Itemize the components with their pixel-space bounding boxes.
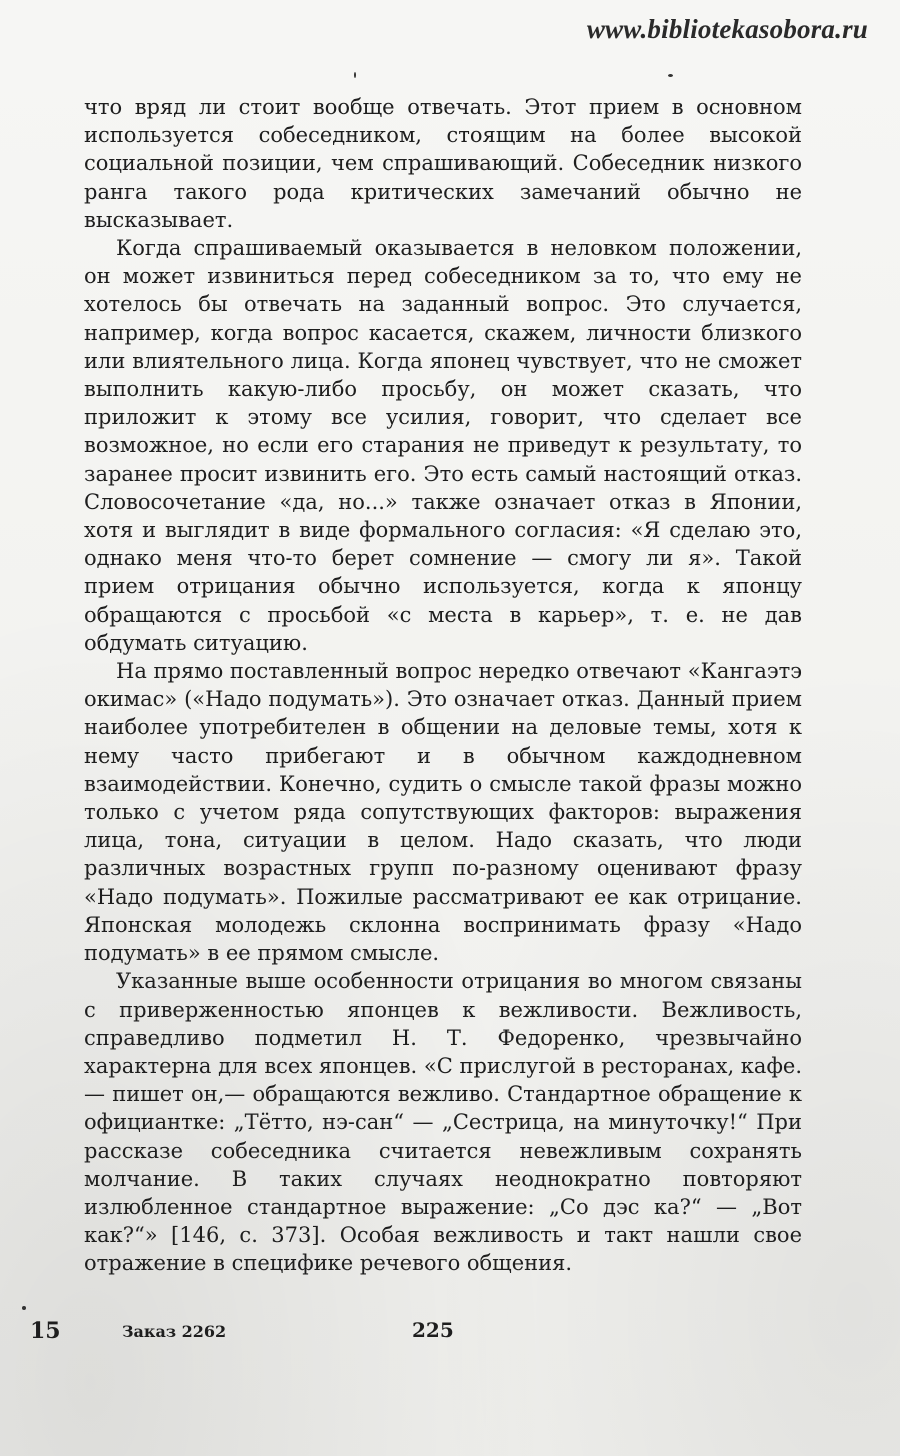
site-watermark: www.bibliotekasobora.ru [586, 14, 868, 44]
scan-speck [22, 1306, 26, 1310]
scan-speck [354, 72, 356, 78]
signature-number: 15 [30, 1318, 61, 1344]
paragraph-4: Указанные выше особенности отрицания во многом связаны с приверженностью японцев к вежливости. Вежливость, справедливо подметил Н. Т. Федоренко, чрезвычайно характерна для всех японцев. «С прислугой в ресторанах, кафе.— пишет он,— обращаются вежливо. Стандартное обращение к официантке: „Тётто, нэ-сан“ — „Сестрица, на минуточку!“ При рассказе собеседника считается невежливым сохранять молчание. В таких случаях неоднократно повторяют излюбленное стандартное выражение: „Со дэс ка?“ — „Вот как?“» [146, с. 373]. Особая вежливость и такт нашли свое отражение в специфике речевого общения. [84, 969, 802, 1276]
scan-speck [668, 74, 673, 77]
paragraph-1: что вряд ли стоит вообще отвечать. Этот прием в основном используется собеседником, стоящим на более высокой социальной позиции, чем спрашивающий. Собеседник низкого ранга такого рода критических замечаний обычно не высказывает. [84, 95, 802, 232]
body-text [84, 93, 802, 1278]
page-number: 225 [412, 1318, 454, 1342]
page-footer [0, 1318, 900, 1348]
print-order: Заказ 2262 [122, 1322, 227, 1341]
paragraph-3: На прямо поставленный вопрос нередко отвечают «Кангаэтэ окимас» («Надо подумать»). Это означает отказ. Данный прием наиболее употребителен в общении на деловые темы, хотя к нему часто прибегают и в обычном каждодневном взаимодействии. Конечно, судить о смысле такой фразы можно только с учетом ряда сопутствующих факторов: выражения лица, тона, ситуации в целом. Надо сказать, что люди различных возрастных групп по-разному оценивают фразу «Надо подумать». Пожилые рассматривают ее как отрицание. Японская молодежь склонна воспринимать фразу «Надо подумать» в ее прямом смысле. [84, 659, 802, 966]
paragraph-2: Когда спрашиваемый оказывается в неловком положении, он может извиниться перед собеседником за то, что ему не хотелось бы отвечать на заданный вопрос. Это случается, например, когда вопрос касается, скажем, личности близкого или влиятельного лица. Когда японец чувствует, что не сможет выполнить какую-либо просьбу, он может сказать, что приложит к этому все усилия, говорит, что сделает все возможное, но если его старания не приведут к результату, то заранее просит извинить его. Это есть самый настоящий отказ. Словосочетание «да, но...» также означает отказ в Японии, хотя и выглядит в виде формального согласия: «Я сделаю это, однако меня что-то берет сомнение — смогу ли я». Такой прием отрицания обычно используется, когда к японцу обращаются с просьбой «с места в карьер», т. е. не дав обдумать ситуацию. [84, 236, 802, 655]
